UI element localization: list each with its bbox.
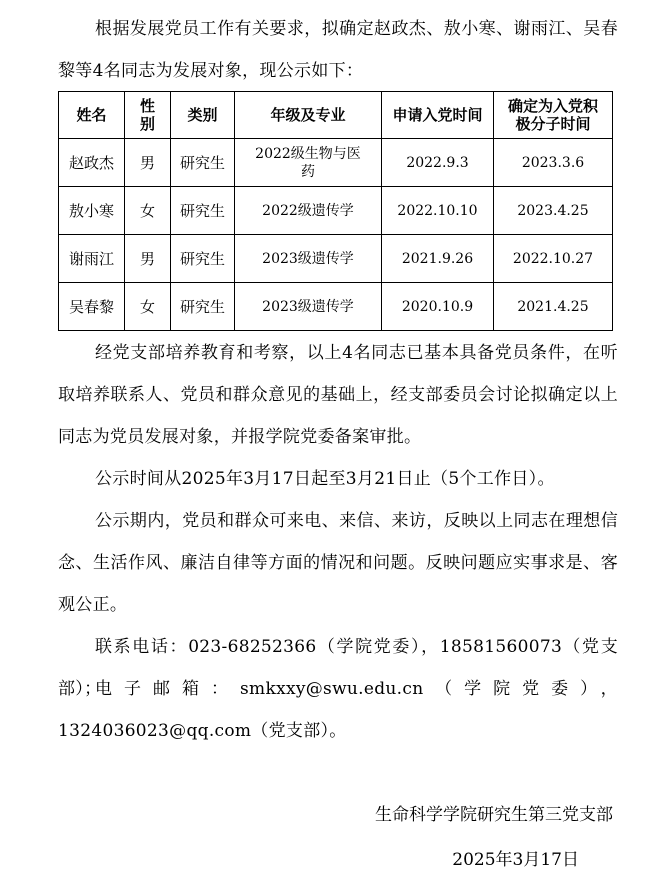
cell-grade-major: 2022级遗传学 [235,187,382,235]
header-grade-major: 年级及专业 [235,92,382,139]
cell-name: 赵政杰 [59,139,125,187]
cell-activist-time: 2023.3.6 [494,139,613,187]
cell-grade-major: 2022级生物与医药 [235,139,382,187]
cell-category: 研究生 [171,139,235,187]
cell-activist-time: 2021.4.25 [494,283,613,331]
feedback-paragraph: 公示期内，党员和群众可来电、来信、来访，反映以上同志在理想信念、生活作风、廉洁自律等方面的情况和问题。反映问题应实事求是、客观公正。 [58,511,618,615]
cell-name: 谢雨江 [59,235,125,283]
cell-apply-time: 2022.10.10 [382,187,494,235]
cell-grade-major: 2023级遗传学 [235,283,382,331]
cell-name: 敖小寒 [59,187,125,235]
header-apply-time: 申请入党时间 [382,92,494,139]
table-header-row [59,92,613,139]
cell-activist-time: 2023.4.25 [494,187,613,235]
table-row [59,235,613,283]
assessment-paragraph: 经党支部培养教育和考察，以上4名同志已基本具备党员条件，在听取培养联系人、党员和群众意见的基础上，经支部委员会讨论拟确定以上同志为党员发展对象，并报学院党委备案审批。 [58,343,618,447]
contact-phone: 联系电话：023-68252366（学院党委），18581560073（党支部）； [58,637,618,699]
cell-apply-time: 2020.10.9 [382,283,494,331]
cell-category: 研究生 [171,187,235,235]
cell-name: 吴春黎 [59,283,125,331]
cell-gender: 女 [125,283,171,331]
table-row [59,283,613,331]
candidate-table [58,91,613,331]
cell-gender: 男 [125,139,171,187]
cell-apply-time: 2022.9.3 [382,139,494,187]
intro-paragraph: 根据发展党员工作有关要求，拟确定赵政杰、敖小寒、谢雨江、吴春黎等4名同志为发展对象，现公示如下： [58,19,618,81]
signature-date: 2025年3月17日 [452,850,579,870]
publicity-period-paragraph: 公示时间从2025年3月17日起至3月21日止（5个工作日）。 [95,469,555,489]
header-gender: 性别 [125,92,171,139]
cell-category: 研究生 [171,283,235,331]
signature-organization: 生命科学学院研究生第三党支部 [375,805,613,825]
cell-gender: 男 [125,235,171,283]
header-name: 姓名 [59,92,125,139]
cell-grade-major: 2023级遗传学 [235,235,382,283]
header-activist-time: 确定为入党积极分子时间 [494,92,613,139]
table-row [59,187,613,235]
cell-category: 研究生 [171,235,235,283]
contact-email: 电子邮箱：smkxxy@swu.edu.cn（学院党委），1324036023@qq.com（党支部）。 [58,679,618,741]
table-row [59,139,613,187]
header-category: 类别 [171,92,235,139]
cell-activist-time: 2022.10.27 [494,235,613,283]
cell-gender: 女 [125,187,171,235]
cell-apply-time: 2021.9.26 [382,235,494,283]
